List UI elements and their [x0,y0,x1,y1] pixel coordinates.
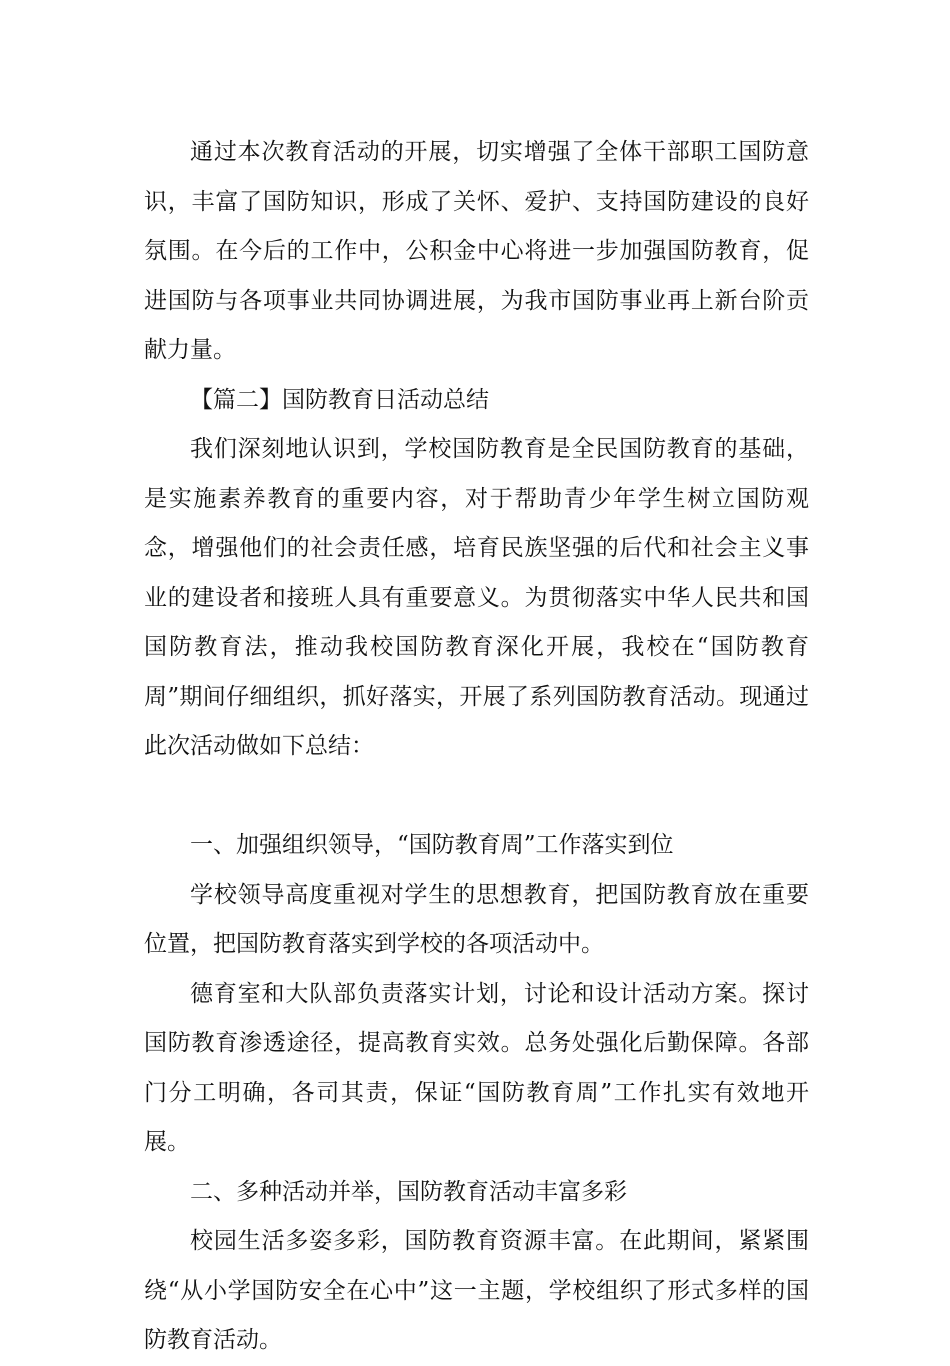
heading-section-one: 一、加强组织领导，“国防教育周”工作落实到位 [190,832,674,858]
paragraph-conclusion: 通过本次教育活动的开展，切实增强了全体干部职工国防意识，丰富了国防知识，形成了关怀、爱护、支持国防建设的良好氛围。在今后的工作中，公积金中心将进一步加强国防教育，促进国防与各项事业共同协调进展，为我市国防事业再上新台阶贡献力量。 [144,139,809,363]
section-heading-part-two: 【篇二】国防教育日活动总结 [190,386,489,413]
paragraph-intro: 我们深刻地认识到，学校国防教育是全民国防教育的基础，是实施素养教育的重要内容，对于帮助青少年学生树立国防观念，增强他们的社会责任感，培育民族坚强的后代和社会主义事业的建设者和接班人具有重要意义。为贯彻落实中华人民共和国国防教育法，推动我校国防教育深化开展，我校在“国防教育周”期间仔细组织，抓好落实，开展了系列国防教育活动。现通过此次活动做如下总结： [144,436,809,759]
document-body [144,128,809,1366]
paragraph-departments: 德育室和大队部负责落实计划，讨论和设计活动方案。探讨国防教育渗透途径，提高教育实效。总务处强化后勤保障。各部门分工明确，各司其责，保证“国防教育周”工作扎实有效地开展。 [144,980,809,1155]
blank-line [144,772,809,822]
paragraph-leadership: 学校领导高度重视对学生的思想教育，把国防教育放在重要位置，把国防教育落实到学校的各项活动中。 [144,881,809,957]
paragraph-activities: 校园生活多姿多彩，国防教育资源丰富。在此期间，紧紧围绕“从小学国防安全在心中”这一主题，学校组织了形式多样的国防教育活动。 [144,1228,809,1353]
heading-section-two: 二、多种活动并举，国防教育活动丰富多彩 [190,1178,627,1205]
